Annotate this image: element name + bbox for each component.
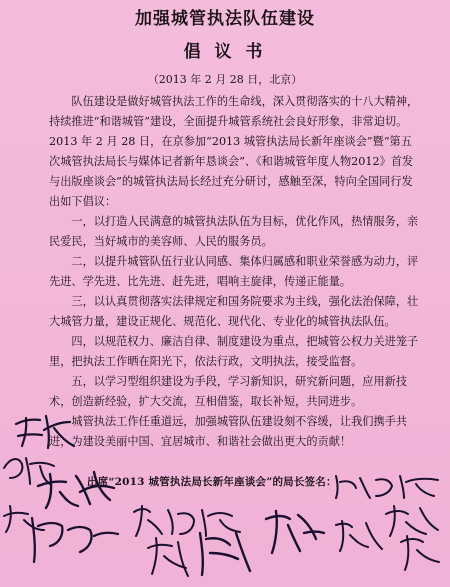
document-title: 加强城管执法队伍建设 — [135, 9, 315, 29]
paragraph-item-4: 四，以规范权力、廉洁自律、制度建设为重点，把城管公权力关进笼子里，把执法工作晒在阳光下，依法行政，文明执法，接受监督。 — [49, 335, 419, 368]
handwritten-signature — [258, 505, 328, 560]
document-body — [49, 92, 419, 452]
dateline: （2013 年 2 月 28 日，北京） — [147, 73, 303, 86]
paragraph-item-3: 三，以认真贯彻落实法律规定和国务院要求为主线，强化法治保障，壮大城管力量，建设正规化、规范化、现代化、专业化的城管执法队伍。 — [49, 295, 419, 328]
handwritten-signature — [395, 530, 447, 575]
signature-line: 出席“2013 城管执法局长新年座谈会”的局长签名： — [87, 476, 337, 488]
paragraph-item-2: 二，以提升城管队伍行业认同感、集体归属感和职业荣誉感为动力，评先进、学先进、比先进、赶先进，唱响主旋律，传递正能量。 — [49, 255, 419, 288]
document-subtitle: 倡 议 书 — [183, 42, 267, 62]
paragraph-item-1: 一，以打造人民满意的城管执法队伍为目标，优化作风，热情服务，亲民爱民，当好城市的美容师、人民的服务员。 — [49, 215, 419, 248]
handwritten-signature — [24, 508, 124, 568]
handwritten-signature — [330, 470, 445, 500]
paragraph-item-5: 五，以学习型组织建设为手段，学习新知识，研究新问题，应用新技术，创造新经验，扩大交流，互相借鉴，取长补短，共同进步。 — [49, 375, 408, 408]
paragraph-closing: 城管执法工作任重道远，加强城管队伍建设刻不容缓，让我们携手共进，为建设美丽中国、宜居城市、和谐社会做出更大的贡献！ — [49, 415, 408, 448]
paragraph-intro: 队伍建设是做好城管执法工作的生命线，深入贯彻落实的十八大精神，持续推进“和谐城管”建设，全面提升城管系统社会良好形象，非常迫切。2013 年 2 月 28 日，在京参加“2013 城管执法局长新年座谈会”暨“第五次城管执法局长与媒体记者新年恳谈会”、《和谐城管年度人物2012》首发与出版座谈会”的城管执法局长经过充分研讨，感触至深，特向全国同行发出如下倡议： — [49, 95, 419, 208]
handwritten-signature — [190, 525, 260, 580]
